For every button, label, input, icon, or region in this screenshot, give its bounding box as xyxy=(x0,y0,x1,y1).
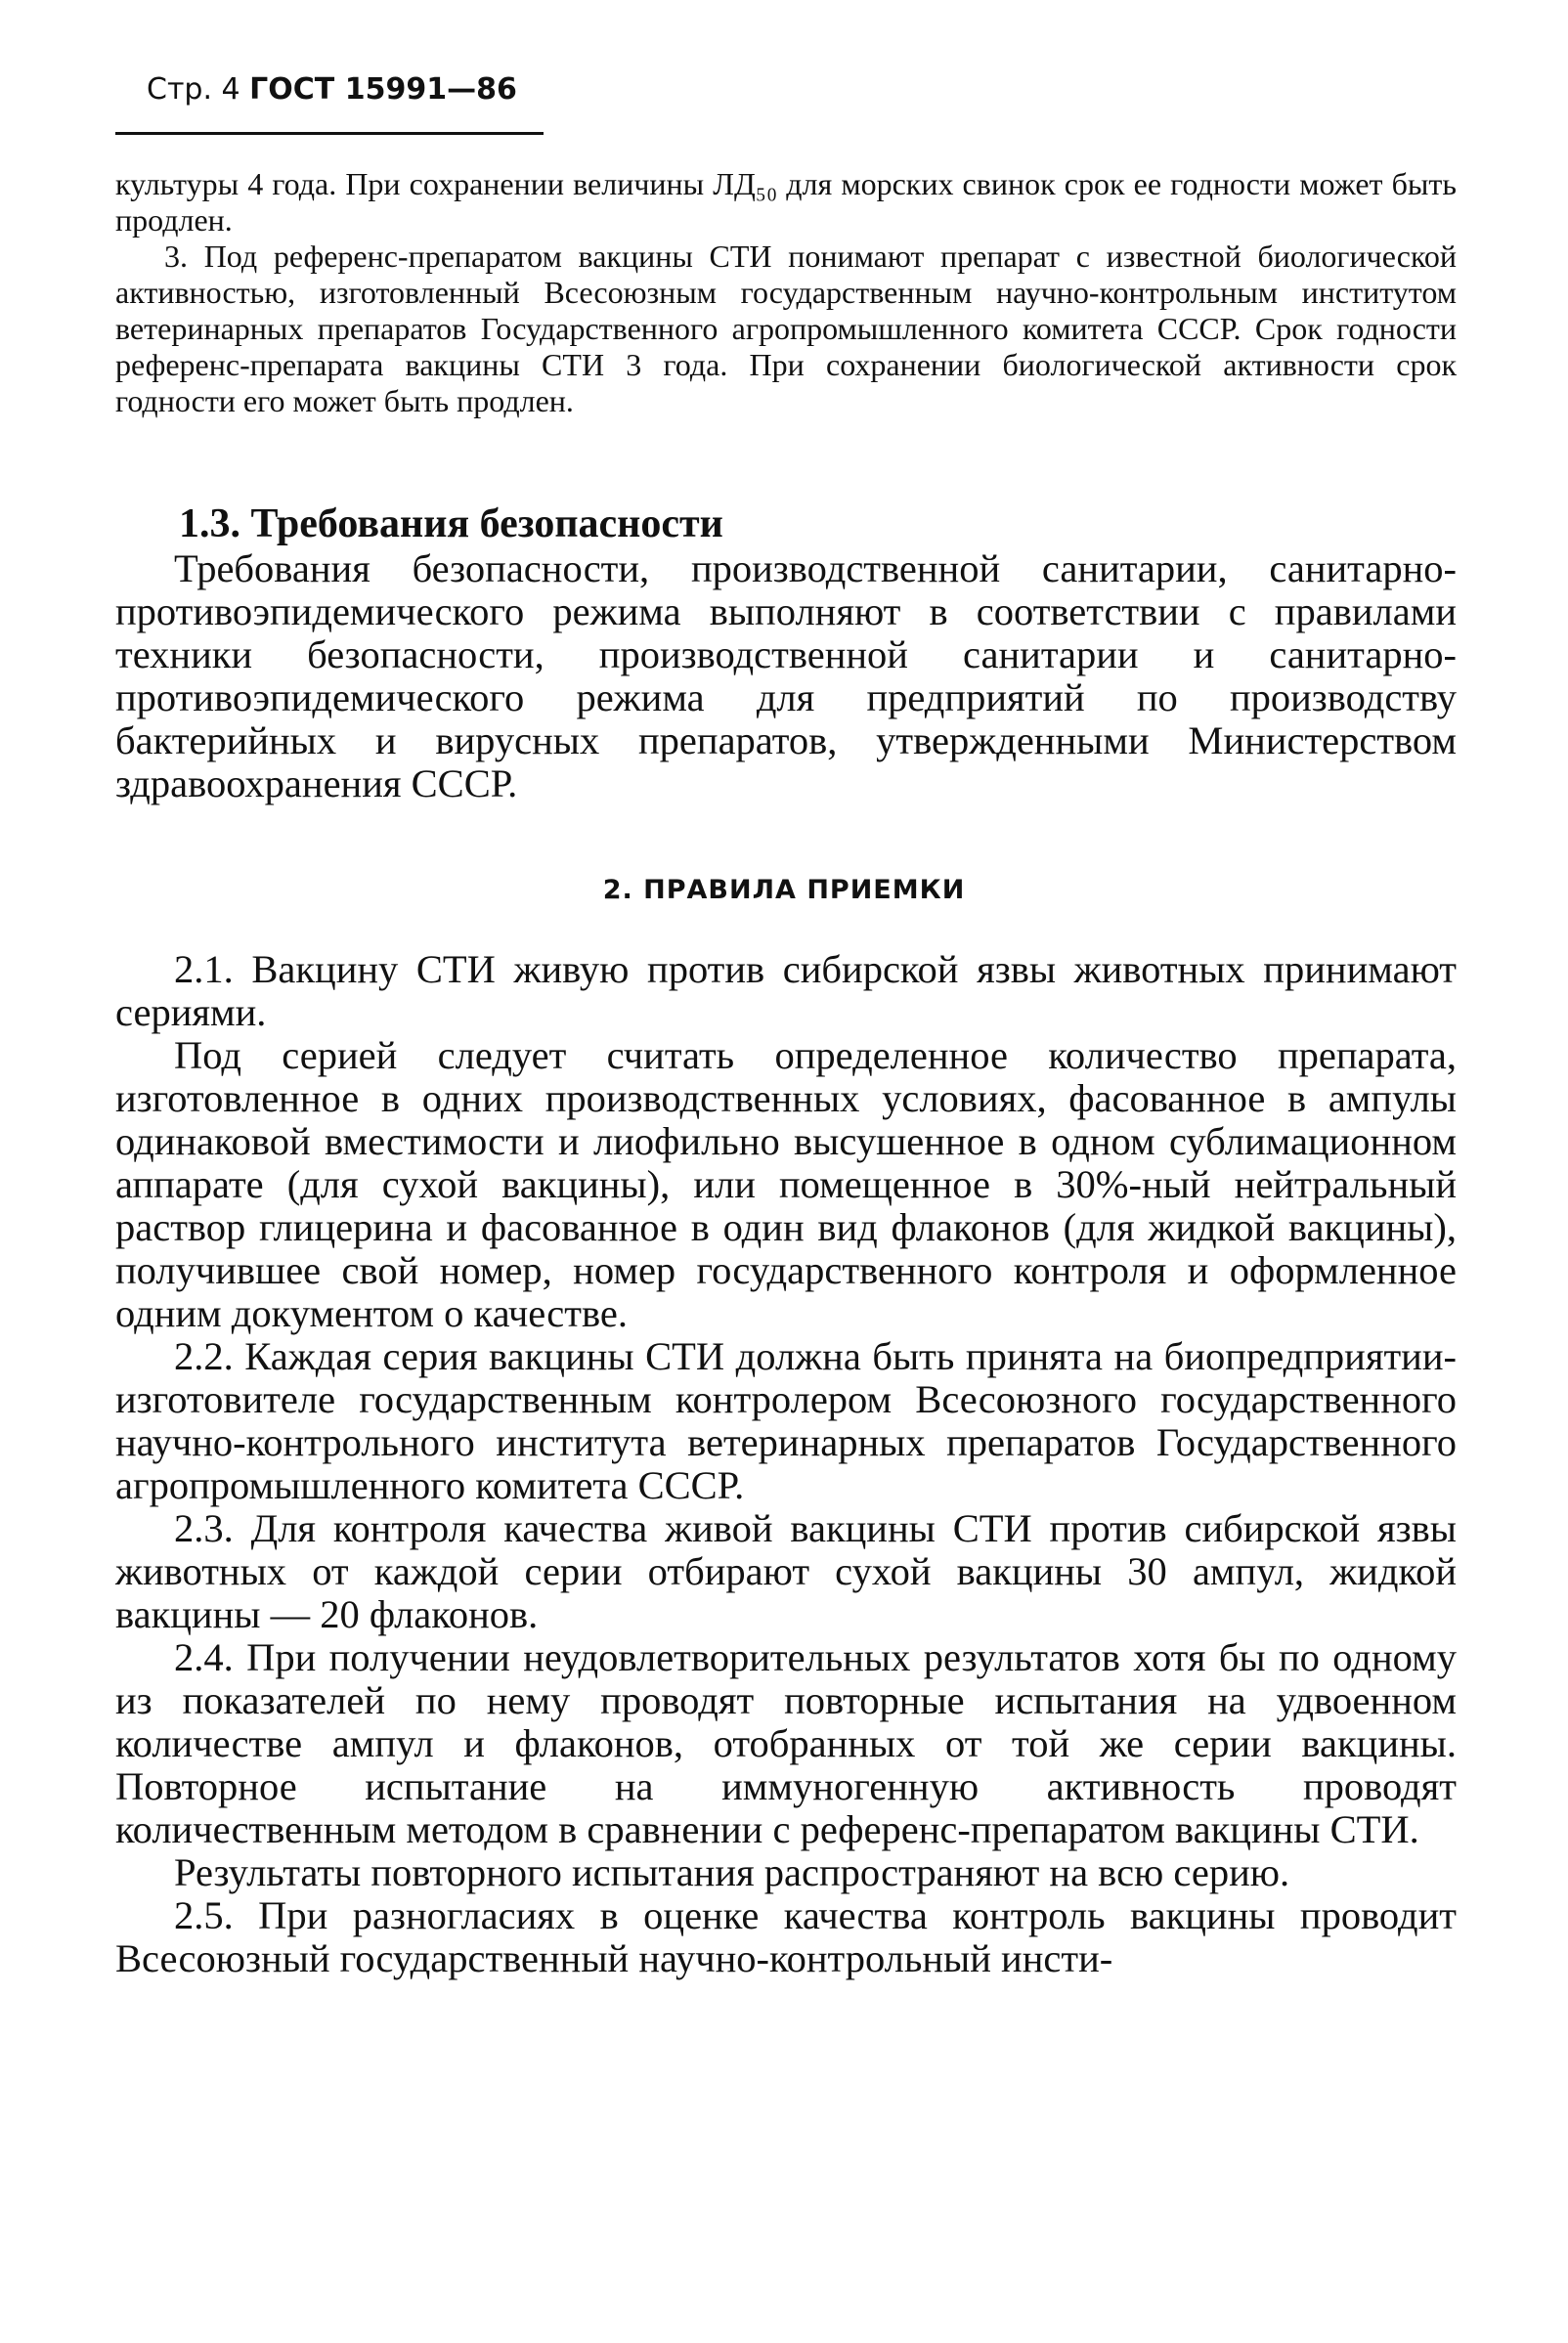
section-1-3-heading: 1.3. Требования безопасности xyxy=(179,501,723,546)
paragraph: Под серией следует считать определенное количество препарата, изготовленное в одних производственных условиях, фасованное в ампулы одинаковой вместимости и лиофильно высушенное в одном сублимационном аппарате (для сухой вакцины), или помещенное в 30%-ный нейтральный раствор глицерина и фасованное в один вид флаконов (для жидкой вакцины), получившее свой номер, номер государственного контроля и оформленное одним документом о качестве. xyxy=(115,1033,1457,1335)
section-1-3-body xyxy=(115,547,1457,805)
page-header xyxy=(147,72,517,107)
paragraph: 2.5. При разногласиях в оценке качества контроль вакцины проводит Всесоюзный государственный научно-контрольный инсти- xyxy=(115,1893,1457,1980)
intro-paragraph-1: культуры 4 года. При сохранении величины ЛД₅₀ для морских свинок срок ее годности может быть продлен. xyxy=(115,166,1457,238)
chapter-2-body xyxy=(115,948,1457,1980)
paragraph: 2.3. Для контроля качества живой вакцины СТИ против сибирской язвы животных от каждой серии отбирают сухой вакцины 30 ампул, жидкой вакцины — 20 флаконов. xyxy=(115,1506,1457,1636)
paragraph: 2.1. Вакцину СТИ живую против сибирской язвы животных принимают сериями. xyxy=(115,947,1457,1034)
standard-number: ГОСТ 15991—86 xyxy=(249,72,517,107)
section-1-3-paragraph: Требования безопасности, производственной санитарии, санитарно-противоэпидемического режима выполняют в соответствии с правилами техники безопасности, производственной санитарии и санитарно-противоэпидемического режима для предприятий по производству бактерийных и вирусных препаратов, утвержденными Министерством здравоохранения СССР. xyxy=(115,546,1457,805)
header-divider xyxy=(115,132,544,135)
page-number-label: Стр. 4 xyxy=(147,72,240,107)
paragraph: Результаты повторного испытания распространяют на всю серию. xyxy=(174,1850,1290,1894)
chapter-2-heading: 2. ПРАВИЛА ПРИЕМКИ xyxy=(602,875,966,905)
intro-text xyxy=(115,166,1457,419)
paragraph: 2.2. Каждая серия вакцины СТИ должна быть принята на биопредприятии-изготовителе государственным контролером Всесоюзного государственного научно-контрольного института ветеринарных препаратов Государственного агропромышленного комитета СССР. xyxy=(115,1334,1457,1507)
paragraph: 2.4. При получении неудовлетворительных результатов хотя бы по одному из показателей по нему проводят повторные испытания на удвоенном количестве ампул и флаконов, отобранных от той же серии вакцины. Повторное испытание на иммуногенную активность проводят количественным методом в сравнении с референс-препаратом вакцины СТИ. xyxy=(115,1635,1457,1851)
intro-paragraph-2: 3. Под референс-препаратом вакцины СТИ понимают препарат с известной биологической активностью, изготовленный Всесоюзным государственным научно-контрольным институтом ветеринарных препаратов Государственного агропромышленного комитета СССР. Срок годности референс-препарата вакцины СТИ 3 года. При сохранении биологической активности срок годности его может быть продлен. xyxy=(115,239,1457,418)
